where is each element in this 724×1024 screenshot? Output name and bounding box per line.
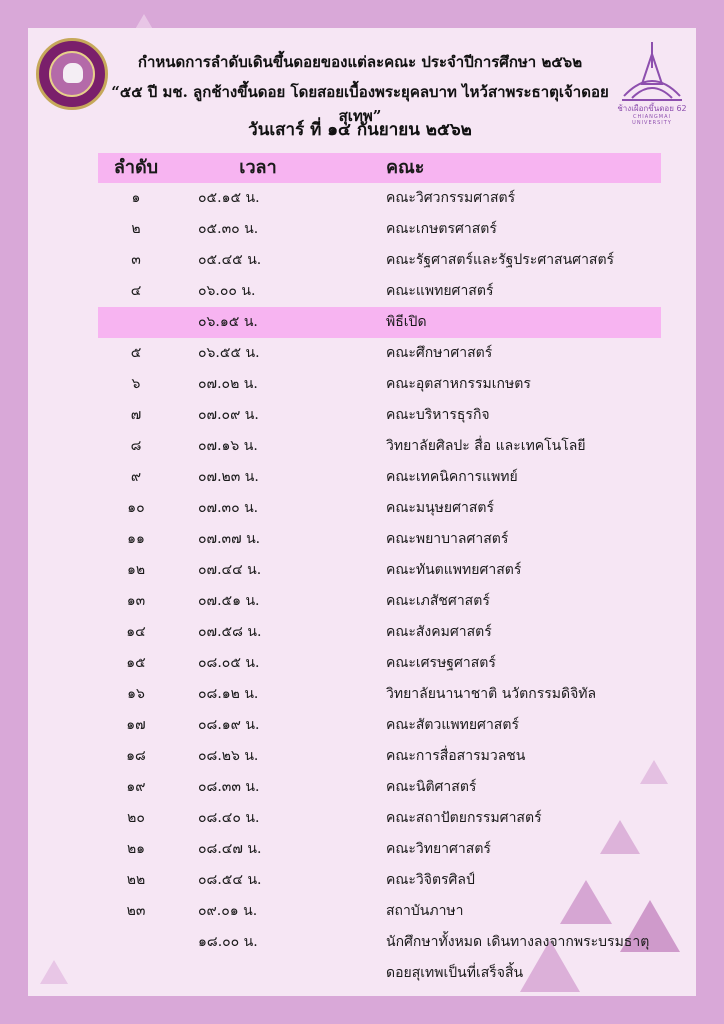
table-header [98, 153, 661, 183]
order-cell: ๕ [130, 345, 142, 361]
faculty-cell: คณะวิศวกรรมศาสตร์ [386, 190, 516, 206]
order-cell: ๒๒ [126, 872, 146, 888]
order-cell: ๔ [130, 283, 142, 299]
time-cell: ๐๗.๓๐ น. [198, 500, 259, 516]
table-row [98, 524, 661, 555]
time-cell: ๐๖.๑๕ น. [198, 314, 258, 330]
faculty-cell: คณะเศรษฐศาสตร์ [386, 655, 496, 671]
table-row [98, 555, 661, 586]
table-row [98, 338, 661, 369]
time-cell: ๐๗.๒๓ น. [198, 469, 259, 485]
order-cell: ๑๔ [126, 624, 146, 640]
faculty-cell: คณะการสื่อสารมวลชน [386, 748, 526, 764]
order-cell: ๒ [131, 221, 141, 237]
time-cell: ๐๗.๕๘ น. [198, 624, 262, 640]
faculty-cell: คณะอุตสาหกรรมเกษตร [386, 376, 531, 392]
event-date: วันเสาร์ ที่ ๑๔ กันยายน ๒๕๖๒ [248, 120, 472, 140]
faculty-cell: พิธีเปิด [386, 314, 427, 330]
time-cell: ๐๘.๔๐ น. [198, 810, 260, 826]
table-row [98, 493, 661, 524]
time-cell: ๐๕.๑๕ น. [198, 190, 260, 206]
faculty-cell: นักศึกษาทั้งหมด เดินทางลงจากพระบรมธาตุดอยสุเทพเป็นที่เสร็จสิ้น [386, 934, 650, 981]
order-cell: ๒๑ [126, 841, 146, 857]
order-cell: ๑๒ [126, 562, 146, 578]
table-row [98, 803, 661, 834]
time-cell: ๐๘.๔๗ น. [198, 841, 262, 857]
table-row [98, 214, 661, 245]
table-row [98, 679, 661, 710]
table-row [98, 400, 661, 431]
faculty-cell: คณะมนุษยศาสตร์ [386, 500, 495, 516]
time-cell: ๐๘.๓๓ น. [198, 779, 260, 795]
table-row [98, 648, 661, 679]
faculty-cell: คณะวิจิตรศิลป์ [386, 872, 475, 888]
university-seal-logo [36, 38, 108, 110]
table-row [98, 617, 661, 648]
logo-subcaption: CHIANGMAI UNIVERSITY [632, 114, 672, 126]
time-cell: ๐๘.๑๙ น. [198, 717, 260, 733]
time-cell: ๐๗.๐๒ น. [198, 376, 258, 392]
table-row [98, 276, 661, 307]
order-cell: ๙ [130, 469, 142, 485]
order-cell: ๑๕ [126, 655, 146, 671]
table-row [98, 710, 661, 741]
order-cell: ๑๖ [127, 686, 145, 702]
time-cell: ๐๖.๕๕ น. [198, 345, 260, 361]
event-slogan: “๕๕ ปี มช. ลูกช้างขึ้นดอย โดยสอยเบื้องพระยุคลบาท ไหว้สาพระธาตุเจ้าดอยสุเทพ” [111, 83, 609, 125]
table-row [98, 772, 661, 803]
order-cell: ๘ [130, 438, 142, 454]
table-row [98, 896, 661, 927]
table-row [98, 431, 661, 462]
time-cell: ๐๖.๐๐ น. [198, 283, 256, 299]
faculty-cell: วิทยาลัยศิลปะ สื่อ และเทคโนโลยี [386, 438, 586, 454]
order-cell: ๑๐ [127, 500, 145, 516]
table-row [98, 586, 661, 617]
order-cell: ๑๗ [126, 717, 146, 733]
time-cell: ๐๕.๔๕ น. [198, 252, 262, 268]
table-row-highlighted [98, 307, 661, 338]
faculty-cell: คณะสถาปัตยกรรมศาสตร์ [386, 810, 542, 826]
time-cell: ๐๗.๔๔ น. [198, 562, 262, 578]
table-row [98, 369, 661, 400]
faculty-cell: คณะเภสัชศาสตร์ [386, 593, 490, 609]
logo-caption: ช้างเผือกขึ้นดอย 62 [617, 104, 687, 113]
table-row [98, 865, 661, 896]
faculty-cell: คณะวิทยาศาสตร์ [386, 841, 491, 857]
table-row [98, 834, 661, 865]
schedule-table [98, 183, 661, 989]
faculty-cell: คณะสังคมศาสตร์ [386, 624, 492, 640]
page-title: กำหนดการลำดับเดินขึ้นดอยของแต่ละคณะ ประจำปีการศึกษา ๒๕๖๒ [137, 53, 583, 71]
faculty-cell: คณะเกษตรศาสตร์ [386, 221, 497, 237]
order-cell: ๑๙ [126, 779, 146, 795]
event-logo [612, 40, 692, 126]
order-cell: ๒๓ [126, 903, 146, 919]
time-cell: ๐๗.๑๖ น. [198, 438, 258, 454]
faculty-cell: คณะรัฐศาสตร์และรัฐประศาสนศาสตร์ [386, 252, 615, 268]
faculty-cell: คณะศึกษาศาสตร์ [386, 345, 493, 361]
column-header-order: ลำดับ [113, 157, 159, 178]
faculty-cell: คณะทันตแพทยศาสตร์ [386, 562, 522, 578]
faculty-cell: สถาบันภาษา [386, 903, 464, 919]
faculty-cell: คณะสัตวแพทยศาสตร์ [386, 717, 519, 733]
faculty-cell: คณะบริหารธุรกิจ [386, 407, 490, 423]
order-cell: ๖ [131, 376, 141, 392]
time-cell: ๐๕.๓๐ น. [198, 221, 259, 237]
time-cell: ๐๘.๐๕ น. [198, 655, 260, 671]
time-cell: ๐๗.๐๙ น. [198, 407, 259, 423]
stupa-icon [612, 40, 692, 102]
elephant-icon [63, 63, 83, 83]
time-cell: ๐๗.๕๑ น. [198, 593, 260, 609]
table-row [98, 183, 661, 214]
column-header-faculty: คณะ [386, 157, 425, 178]
time-cell: ๐๗.๓๗ น. [198, 531, 261, 547]
order-cell: ๒๐ [127, 810, 145, 826]
time-cell: ๐๘.๕๔ น. [198, 872, 262, 888]
faculty-cell: คณะพยาบาลศาสตร์ [386, 531, 509, 547]
order-cell: ๑๘ [126, 748, 146, 764]
seal-inner-ring [49, 51, 95, 97]
time-cell: ๐๘.๒๖ น. [198, 748, 259, 764]
order-cell: ๓ [131, 252, 141, 268]
table-row [98, 741, 661, 772]
faculty-cell: คณะแพทยศาสตร์ [386, 283, 494, 299]
time-cell: ๑๘.๐๐ น. [198, 934, 258, 950]
faculty-cell: คณะนิติศาสตร์ [386, 779, 477, 795]
table-row [98, 462, 661, 493]
faculty-cell: คณะเทคนิคการแพทย์ [386, 469, 518, 485]
table-row [98, 245, 661, 276]
time-cell: ๐๙.๐๑ น. [198, 903, 258, 919]
column-header-time: เวลา [239, 157, 277, 178]
order-cell: ๗ [130, 407, 142, 423]
order-cell: ๑๑ [127, 531, 145, 547]
order-cell: ๑ [131, 190, 141, 206]
table-row [98, 927, 661, 989]
order-cell: ๑๓ [126, 593, 146, 609]
time-cell: ๐๘.๑๒ น. [198, 686, 259, 702]
faculty-cell: วิทยาลัยนานาชาติ นวัตกรรมดิจิทัล [386, 686, 597, 702]
